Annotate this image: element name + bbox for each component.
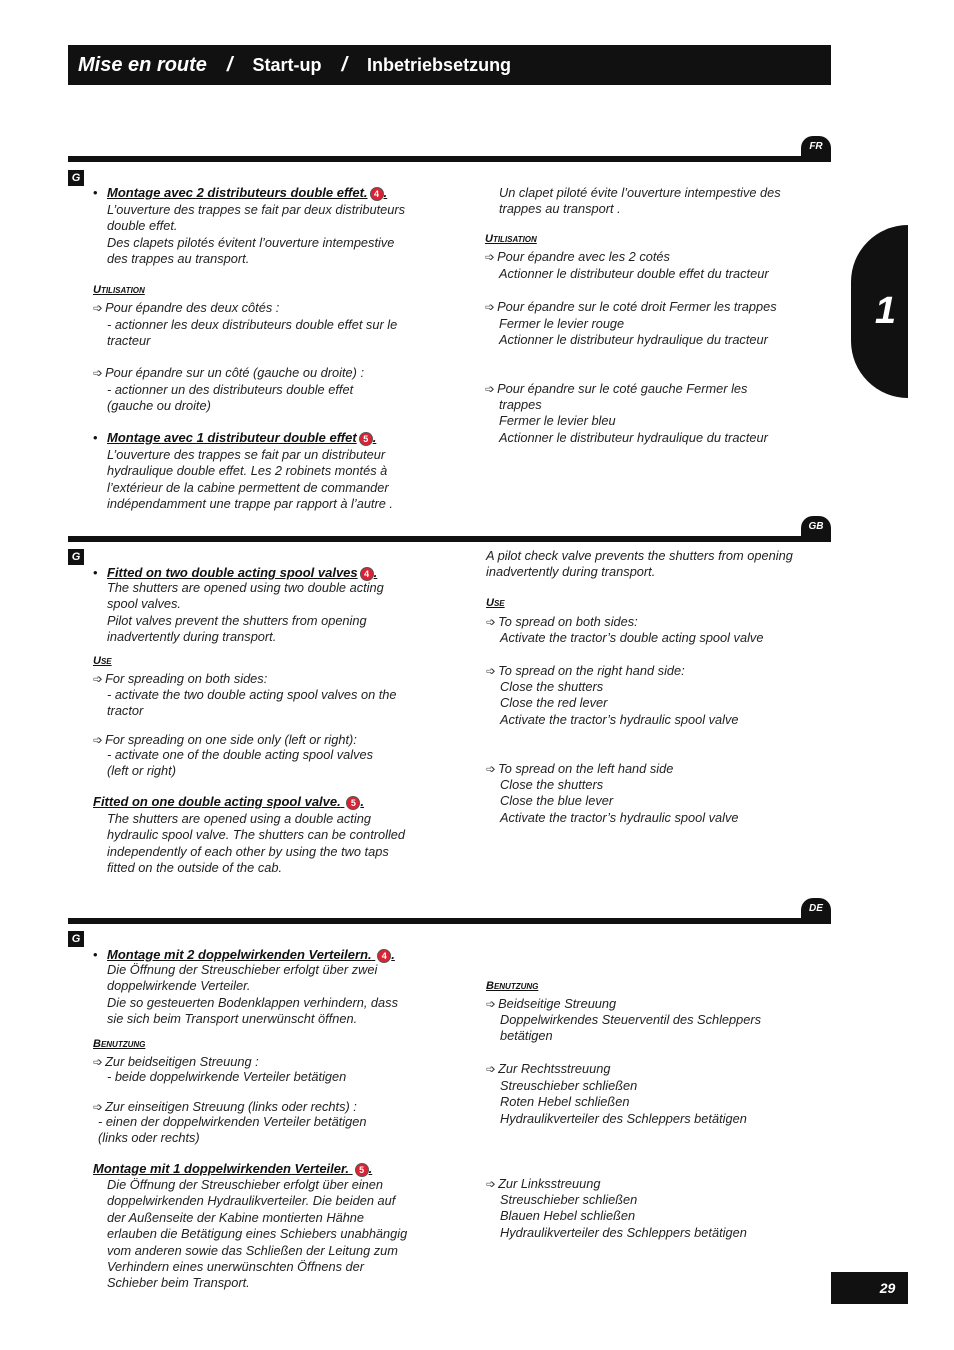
fr-right-3-title: Pour épandre sur le coté gauche Fermer les [497,381,748,396]
gb-paragraph-2: The shutters are opened using a double acting hydraulic spool valve. The shutters can be controlled independently of each other by using the two taps fitted on the outside of the cab. [107,811,406,876]
gb-right-1 [486,614,638,630]
de-use-heading-2: Benutzung [486,980,539,992]
fr-right-2-title: Pour épandre sur le coté droit Fermer les trappes [497,299,777,314]
header-title-de: Inbetriebsetzung [367,54,512,75]
gb-action-1 [93,671,267,687]
bullet: • [93,565,98,580]
de-right-2-text: Streuschieber schließen Roten Hebel schließen Hydraulikverteiler des Schleppers betätigen [500,1078,747,1126]
arrow-icon: ➩ [486,1062,497,1076]
section-rule-gb [68,536,831,542]
lang-badge-fr: FR [801,136,831,158]
gb-heading-1-text: Fitted on two double acting spool valves [107,565,358,580]
gb-use-heading-2: Use [486,597,505,609]
gb-heading-1: Fitted on two double acting spool valves 4 . [107,565,378,580]
arrow-icon: ➩ [486,615,497,629]
chapter-tab: 1 [851,225,908,398]
callout-number: 4 [360,567,374,581]
callout-number: 4 [370,187,384,201]
arrow-icon: ➩ [485,382,496,396]
de-paragraph-1: Die Öffnung der Streuschieber erfolgt über zwei doppelwirkende Verteiler. Die so gesteuerten Bodenklappen verhindern, dass sie sich beim Transport unerwünscht öffnen. [107,962,398,1027]
gb-heading-2-text: Fitted on one double acting spool valve. [93,794,341,809]
de-paragraph-2: Die Öffnung der Streuschieber erfolgt über einen doppelwirkenden Hydraulikverteiler. Die beiden auf der Außenseite der Kabine montierten Hähne erlauben die Betätigung eines Schiebers unabhängig vom anderen sowie das Schließen der Leitung zum Verhindern eines unerwünschten Öffnens der Schieber beim Transport. [107,1177,408,1291]
fr-right-2 [485,299,777,315]
fr-heading-2: Montage avec 1 distributeur double effet 5 . [107,430,377,445]
gb-right-intro: A pilot check valve prevents the shutters from opening inadvertently during transport. [486,548,793,580]
bullet: • [93,947,98,962]
fr-right-intro: Un clapet piloté évite l’ouverture intempestive des trappes au transport . [499,185,781,217]
fr-action-2 [93,365,364,381]
lang-badge-gb: GB [801,516,831,538]
page-number: 29 [831,1272,908,1304]
de-heading-1: Montage mit 2 doppelwirkenden Verteilern. 4 . [107,947,395,962]
fr-use-heading: Utilisation [93,284,145,296]
header-title-fr: Mise en route [78,53,207,76]
arrow-icon: ➩ [486,997,497,1011]
fr-right-1-title: Pour épandre avec les 2 cotés [497,249,670,264]
fr-action-2-text: - actionner un des distributeurs double effet (gauche ou droite) [107,382,354,414]
gb-right-1-title: To spread on both sides: [498,614,638,629]
gb-right-3-text: Close the shutters Close the blue lever Activate the tractor’s hydraulic spool valve [500,777,739,825]
header-separator: / [341,53,348,76]
gb-right-2-text: Close the shutters Close the red lever Activate the tractor’s hydraulic spool valve [500,679,739,727]
de-use-heading: Benutzung [93,1038,146,1050]
arrow-icon: ➩ [93,366,104,380]
arrow-icon: ➩ [486,1177,497,1191]
arrow-icon: ➩ [93,672,104,686]
de-heading-2: Montage mit 1 doppelwirkenden Verteiler. 5 . [93,1161,373,1176]
arrow-icon: ➩ [486,664,497,678]
de-right-2-title: Zur Rechtsstreuung [498,1061,611,1076]
gb-action-1-text: - activate the two double acting spool valves on the tractor [107,687,397,719]
de-right-1 [486,996,616,1012]
fr-heading-1-text: Montage avec 2 distributeurs double effet. [107,185,368,200]
de-right-1-title: Beidseitige Streuung [498,996,617,1011]
de-action-1 [93,1054,259,1070]
header-separator: / [226,53,233,76]
gb-right-3-title: To spread on the left hand side [498,761,674,776]
arrow-icon: ➩ [486,762,497,776]
arrow-icon: ➩ [93,733,104,747]
gb-right-2-title: To spread on the right hand side: [498,663,685,678]
arrow-icon: ➩ [93,1055,104,1069]
arrow-icon: ➩ [485,300,496,314]
fr-action-1 [93,300,279,316]
callout-number: 4 [377,949,391,963]
gb-use-heading: Use [93,655,112,667]
page-header [68,45,831,85]
fr-use-heading-2: Utilisation [485,233,537,245]
de-right-3 [486,1176,601,1192]
gb-right-1-text: Activate the tractor’s double acting spool valve [500,630,764,645]
fr-action-2-title: Pour épandre sur un côté (gauche ou droite) : [105,365,365,380]
de-action-1-text: - beide doppelwirkende Verteiler betätigen [107,1069,347,1084]
fr-right-1 [485,249,670,265]
fr-heading-2-text: Montage avec 1 distributeur double effet [107,430,357,445]
arrow-icon: ➩ [93,1100,104,1114]
callout-number: 5 [346,796,360,810]
gb-paragraph-1: The shutters are opened using two double acting spool valves. Pilot valves prevent the shutters from opening inadvertently during transport. [107,580,384,645]
gb-action-2 [93,732,357,748]
fr-right-3-text: trappes Fermer le levier bleu Actionner le distributeur hydraulique du tracteur [499,397,768,445]
gb-action-2-text: - activate one of the double acting spool valves (left or right) [107,747,374,779]
gb-right-3 [486,761,673,777]
gb-action-2-title: For spreading on one side only (left or right): [105,732,357,747]
de-heading-2-text: Montage mit 1 doppelwirkenden Verteiler. [93,1161,349,1176]
g-label-de: G [68,931,84,947]
fr-action-1-title: Pour épandre des deux côtés : [105,300,280,315]
fr-right-3 [485,381,747,397]
de-right-2 [486,1061,610,1077]
arrow-icon: ➩ [93,301,104,315]
de-action-2-text: - einen der doppelwirkenden Verteiler betätigen (links oder rechts) [98,1114,367,1146]
fr-paragraph-2: L’ouverture des trappes se fait par un distributeur hydraulique double effet. Les 2 robinets montés à l’extérieur de la cabine permettent de commander indépendamment une trappe par rapport à l’autre . [107,447,393,512]
de-right-3-title: Zur Linksstreuung [498,1176,601,1191]
lang-badge-de: DE [801,898,831,920]
gb-heading-2: Fitted on one double acting spool valve. 5 . [93,794,364,809]
fr-action-1-text: - actionner les deux distributeurs double effet sur le tracteur [107,317,398,349]
callout-number: 5 [359,432,373,446]
bullet: • [93,185,98,200]
g-label-fr: G [68,170,84,186]
de-action-1-title: Zur beidseitigen Streuung : [105,1054,259,1069]
callout-number: 5 [355,1163,369,1177]
gb-right-2 [486,663,685,679]
fr-right-1-text: Actionner le distributeur double effet du tracteur [499,266,769,281]
fr-paragraph-1: L’ouverture des trappes se fait par deux distributeurs double effet. Des clapets pilotés évitent l’ouverture intempestive des trappes au transport. [107,202,406,267]
gb-action-1-title: For spreading on both sides: [105,671,268,686]
fr-heading-1: Montage avec 2 distributeurs double effet. 4 . [107,185,388,200]
fr-right-2-text: Fermer le levier rouge Actionner le distributeur hydraulique du tracteur [499,316,768,348]
bullet: • [93,430,98,445]
de-right-3-text: Streuschieber schließen Blauen Hebel schließen Hydraulikverteiler des Schleppers betätigen [500,1192,747,1240]
g-label-gb: G [68,549,84,565]
header-title-en: Start-up [252,54,322,75]
section-rule-de [68,918,831,924]
arrow-icon: ➩ [485,250,496,264]
de-right-1-text: Doppelwirkendes Steuerventil des Schleppers betätigen [500,1012,762,1044]
section-rule-fr [68,156,831,162]
de-action-2-title: Zur einseitigen Streuung (links oder rechts) : [105,1099,357,1114]
de-action-2 [93,1099,357,1115]
de-heading-1-text: Montage mit 2 doppelwirkenden Verteilern. [107,947,372,962]
